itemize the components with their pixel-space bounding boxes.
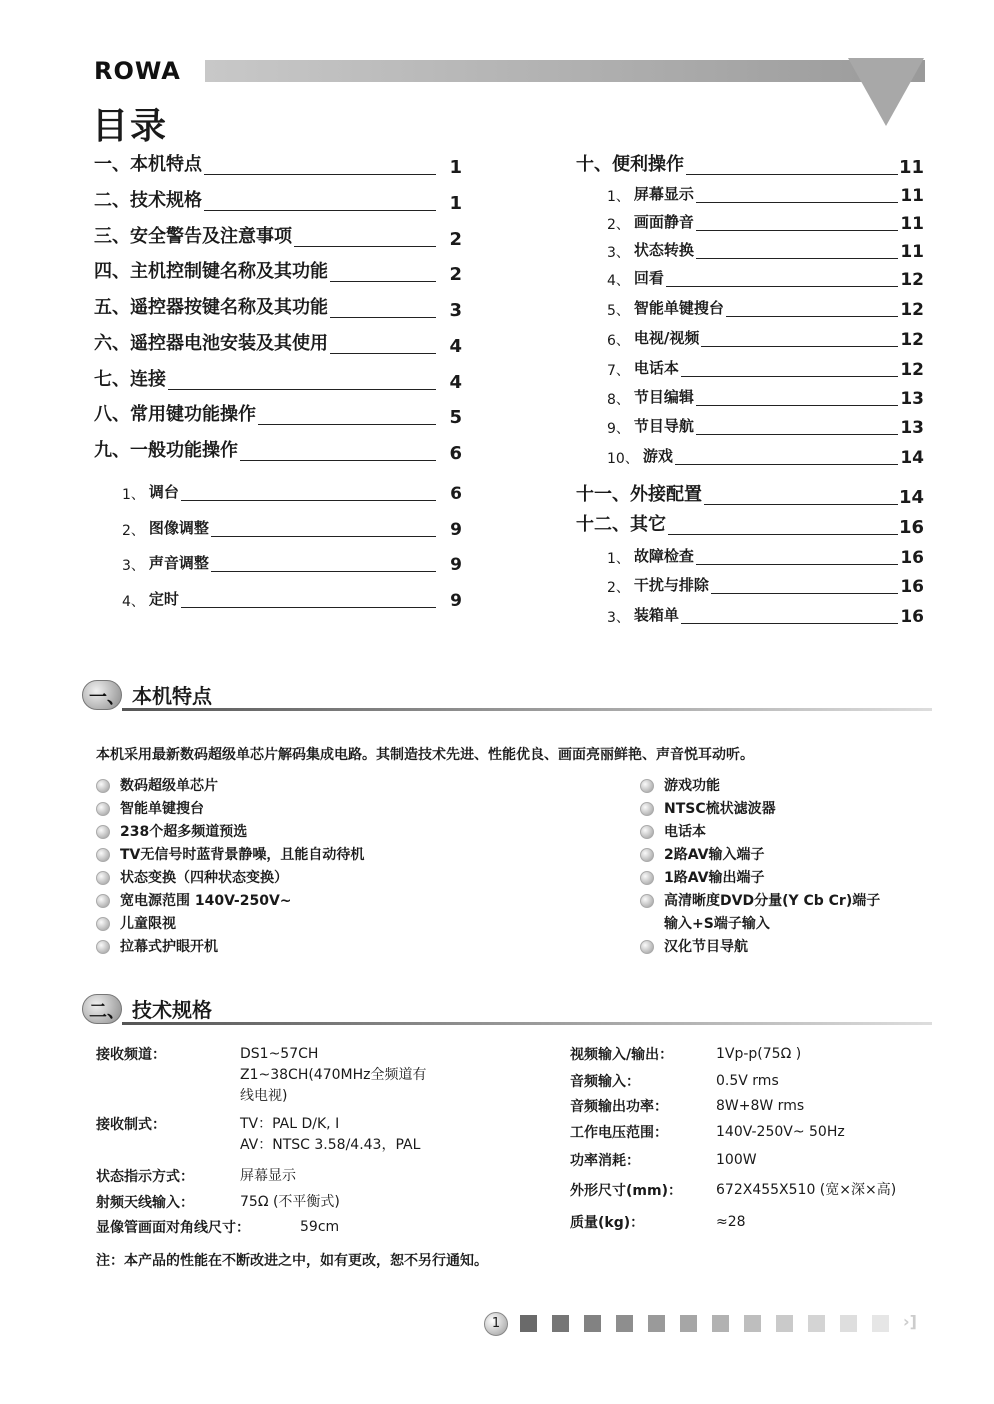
toc-leader-line (696, 564, 898, 565)
features-intro: 本机采用最新数码超级单芯片解码集成电路。其制造技术先进、性能优良、画面亮丽鲜艳、声音悦耳动听。 (96, 747, 754, 763)
spec-value (716, 1044, 801, 1065)
spec-value-line: 线电视) (240, 1088, 288, 1104)
spec-row (96, 1044, 427, 1104)
toc-leader-line (168, 389, 436, 390)
spec-row (96, 1114, 421, 1153)
toc-entry-label: 十一、外接配置 (576, 484, 702, 505)
toc-leader-line (681, 623, 898, 624)
feature-item (96, 845, 364, 868)
section-badge: 二、 (82, 994, 122, 1024)
spec-row (570, 1122, 845, 1142)
spec-value (716, 1212, 746, 1233)
spec-value-line: TV：PAL D/K, I (240, 1116, 340, 1132)
toc-entry[interactable] (607, 599, 924, 627)
bullet-icon (96, 848, 110, 862)
toc-entry[interactable] (607, 322, 924, 350)
footer-square (648, 1315, 665, 1332)
feature-text: 数码超级单芯片 (120, 778, 218, 794)
feature-item (96, 937, 364, 960)
toc-leader-line (330, 317, 436, 318)
feature-item (96, 891, 364, 914)
toc-entry-page: 13 (900, 389, 924, 409)
toc-leader-line (211, 571, 436, 572)
footer-arrow-icon: ›] (903, 1312, 917, 1331)
spec-value (716, 1071, 779, 1092)
toc-entry[interactable] (607, 569, 924, 597)
toc-entry-number: 5、 (607, 303, 630, 319)
toc-entry-number: 1、 (607, 551, 630, 567)
toc-entry-page: 11 (900, 242, 924, 262)
toc-entry-number: 4、 (607, 273, 630, 289)
toc-entry-number: 3、 (607, 610, 630, 626)
spec-row (570, 1150, 757, 1170)
footer-square (616, 1315, 633, 1332)
footer-square (520, 1315, 537, 1332)
toc-entry-page: 12 (900, 270, 924, 290)
toc-leader-line (181, 607, 436, 608)
toc-entry-label: 八、常用键功能操作 (94, 404, 256, 425)
toc-entry-page: 9 (450, 555, 462, 575)
toc-entry-page: 9 (450, 591, 462, 611)
toc-entry-page: 16 (898, 517, 924, 538)
toc-leader-line (686, 174, 898, 175)
toc-leader-line (681, 376, 898, 377)
footer-square (584, 1315, 601, 1332)
toc-entry[interactable] (607, 292, 924, 320)
toc-leader-line (701, 346, 898, 347)
feature-item (96, 822, 364, 845)
toc-entry-number: 2、 (122, 523, 145, 539)
toc-entry-label: 十、便利操作 (576, 154, 684, 175)
feature-text: 电话本 (664, 824, 706, 840)
feature-item (640, 937, 880, 960)
toc-leader-line (330, 353, 436, 354)
feature-item (640, 914, 880, 937)
feature-item (96, 799, 364, 822)
header-v-ornament (848, 58, 924, 126)
feature-text: 2路AV输入端子 (664, 847, 765, 863)
footer-square (808, 1315, 825, 1332)
toc-entry-label: 五、遥控器按键名称及其功能 (94, 297, 328, 318)
toc-entry-label: 声音调整 (148, 554, 209, 572)
toc-entry[interactable] (94, 257, 462, 285)
toc-entry-number: 1、 (607, 189, 630, 205)
bullet-icon (96, 802, 110, 816)
spec-value (240, 1114, 420, 1156)
toc-entry[interactable] (122, 583, 462, 611)
feature-item (96, 914, 364, 937)
toc-leader-line (726, 316, 898, 317)
bullet-icon (640, 825, 654, 839)
section-rule (122, 708, 932, 711)
toc-leader-line (696, 202, 898, 203)
feature-text: 汉化节目导航 (664, 939, 748, 955)
bullet-icon (96, 871, 110, 885)
feature-item (640, 845, 880, 868)
toc-leader-line (240, 460, 436, 461)
spec-value-line: 75Ω (不平衡式) (240, 1194, 340, 1210)
footer-square (840, 1315, 857, 1332)
feature-item (96, 776, 364, 799)
toc-leader-line (181, 500, 436, 501)
spec-key: 音频输入： (570, 1074, 640, 1090)
section-heading-specs (82, 992, 932, 1026)
toc-entry[interactable] (94, 329, 462, 357)
feature-text: 游戏功能 (664, 778, 720, 794)
toc-entry-label: 画面静音 (633, 213, 694, 231)
feature-text: NTSC梳状滤波器 (664, 801, 776, 817)
spec-value-line: 8W+8W rms (716, 1098, 805, 1114)
toc-entry[interactable] (122, 476, 462, 504)
bullet-icon (640, 779, 654, 793)
toc-entry-page: 4 (449, 336, 462, 357)
toc-leader-line (675, 464, 898, 465)
footer-square (776, 1315, 793, 1332)
spec-key: 音频输出功率： (570, 1099, 668, 1115)
footer-square (680, 1315, 697, 1332)
toc-entry[interactable] (576, 480, 924, 508)
toc-entry[interactable] (607, 410, 924, 438)
toc-entry-label: 九、一般功能操作 (94, 440, 238, 461)
bullet-icon (96, 940, 110, 954)
toc-entry-page: 16 (900, 548, 924, 568)
toc-entry-label: 回看 (633, 269, 664, 287)
feature-text: 拉幕式护眼开机 (120, 939, 218, 955)
toc-entry-page: 16 (900, 607, 924, 627)
spec-row (96, 1192, 340, 1212)
bullet-icon (640, 848, 654, 862)
bullet-icon (640, 802, 654, 816)
spec-value-line: 672X455X510 (宽×深×高) (716, 1182, 897, 1198)
toc-entry-page: 16 (900, 577, 924, 597)
toc-entry[interactable] (607, 540, 924, 568)
spec-row (570, 1212, 746, 1232)
features-list-left (96, 776, 364, 960)
toc-entry-number: 2、 (607, 580, 630, 596)
spec-value-line: 140V-250V~ 50Hz (716, 1124, 845, 1140)
toc-entry-label: 游戏 (642, 447, 673, 465)
toc-entry-label: 干扰与排除 (633, 576, 709, 594)
toc-entry-number: 10、 (607, 451, 639, 467)
toc-title: 目录 (92, 106, 169, 147)
toc-entry[interactable] (94, 186, 462, 214)
toc-entry-number: 7、 (607, 363, 630, 379)
bullet-icon (96, 917, 110, 931)
spec-value (716, 1180, 896, 1201)
toc-entry[interactable] (607, 262, 924, 290)
spec-key: 接收频道： (96, 1047, 166, 1063)
spec-key: 显像管画面对角线尺寸： (96, 1220, 250, 1236)
toc-entry[interactable] (94, 365, 462, 393)
spec-value-line: 0.5V rms (716, 1073, 779, 1089)
spec-key: 状态指示方式： (96, 1169, 194, 1185)
section-title: 本机特点 (132, 684, 212, 708)
toc-entry-label: 节目导航 (633, 417, 694, 435)
toc-entry-number: 1、 (122, 487, 145, 503)
spec-value-line: DS1~57CH (240, 1046, 319, 1062)
bullet-icon (96, 894, 110, 908)
toc-entry[interactable] (122, 512, 462, 540)
toc-entry-page: 12 (900, 300, 924, 320)
toc-entry-label: 一、本机特点 (94, 154, 202, 175)
toc-entry-page: 12 (900, 330, 924, 350)
toc-entry-label: 定时 (148, 590, 179, 608)
toc-leader-line (696, 230, 898, 231)
spec-value-line: 屏幕显示 (240, 1168, 296, 1184)
feature-text: 238个超多频道预选 (120, 824, 248, 840)
toc-entry[interactable] (607, 178, 924, 206)
toc-entry-label: 二、技术规格 (94, 190, 202, 211)
spec-value-line: 1Vp-p(75Ω ) (716, 1046, 802, 1062)
bullet-icon (640, 894, 654, 908)
spec-row (96, 1166, 296, 1186)
toc-leader-line (668, 534, 898, 535)
toc-leader-line (696, 405, 898, 406)
toc-entry-number: 2、 (607, 217, 630, 233)
toc-entry-page: 13 (900, 418, 924, 438)
spec-value-line: 59cm (300, 1219, 340, 1235)
toc-entry-label: 状态转换 (633, 241, 694, 259)
toc-entry-page: 12 (900, 360, 924, 380)
toc-entry-label: 七、连接 (94, 369, 166, 390)
toc-leader-line (204, 174, 436, 175)
toc-entry-label: 屏幕显示 (633, 185, 694, 203)
toc-entry[interactable] (607, 381, 924, 409)
feature-text: 儿童限视 (120, 916, 176, 932)
toc-entry-page: 2 (449, 264, 462, 285)
spec-row (570, 1180, 897, 1200)
toc-leader-line (211, 536, 436, 537)
toc-entry-number: 9、 (607, 421, 630, 437)
spec-key: 射频天线输入： (96, 1195, 194, 1211)
toc-entry-label: 图像调整 (148, 519, 209, 537)
bullet-icon (96, 779, 110, 793)
toc-entry[interactable] (607, 440, 924, 468)
toc-entry-label: 电话本 (633, 359, 679, 377)
specs-note: 注：本产品的性能在不断改进之中，如有更改，恕不另行通知。 (96, 1253, 488, 1269)
spec-value (716, 1122, 845, 1143)
bullet-icon (96, 825, 110, 839)
toc-entry[interactable] (94, 222, 462, 250)
spec-key: 外形尺寸(mm)： (570, 1183, 682, 1199)
feature-item (640, 822, 880, 845)
spec-value (240, 1192, 340, 1213)
feature-text: 高清晰度DVD分量(Y Cb Cr)端子 (664, 893, 881, 909)
rowa-logo: ROWA (94, 57, 181, 85)
spec-row (570, 1071, 779, 1091)
toc-leader-line (666, 286, 898, 287)
spec-value (300, 1217, 339, 1238)
feature-item (96, 868, 364, 891)
footer-square (552, 1315, 569, 1332)
toc-entry-label: 调台 (148, 483, 179, 501)
spec-value-line: ≈28 (716, 1214, 746, 1230)
toc-leader-line (330, 281, 436, 282)
section-heading-features (82, 678, 932, 712)
feature-text: 1路AV输出端子 (664, 870, 765, 886)
features-list-right (640, 776, 880, 960)
toc-entry-page: 3 (449, 300, 462, 321)
toc-entry-number: 8、 (607, 392, 630, 408)
toc-entry-page: 11 (900, 214, 924, 234)
toc-entry-label: 装箱单 (633, 606, 679, 624)
toc-entry[interactable] (607, 206, 924, 234)
toc-entry-label: 三、安全警告及注意事项 (94, 226, 292, 247)
toc-entry-number: 4、 (122, 594, 145, 610)
bullet-icon (640, 871, 654, 885)
toc-leader-line (704, 504, 898, 505)
toc-entry-label: 电视/视频 (633, 329, 700, 347)
toc-leader-line (294, 246, 436, 247)
toc-entry-label: 六、遥控器电池安装及其使用 (94, 333, 328, 354)
feature-text: 智能单键搜台 (120, 801, 204, 817)
spec-row (570, 1096, 805, 1116)
toc-entry-label: 节目编辑 (633, 388, 694, 406)
spec-key: 工作电压范围： (570, 1125, 668, 1141)
spec-row (96, 1217, 340, 1237)
spec-value (240, 1044, 426, 1107)
toc-entry[interactable] (94, 150, 462, 178)
toc-entry-page: 11 (898, 157, 924, 178)
feature-item (640, 868, 880, 891)
feature-text: 状态变换（四种状态变换） (120, 870, 288, 886)
feature-text: TV无信号时蓝背景静噪，且能自动待机 (120, 847, 365, 863)
toc-entry-page: 2 (449, 229, 462, 250)
spec-key: 视频输入/输出： (570, 1047, 674, 1063)
toc-entry-page: 9 (450, 520, 462, 540)
spec-value (716, 1096, 804, 1117)
toc-entry-label: 十二、其它 (576, 514, 666, 535)
spec-key: 功率消耗： (570, 1153, 640, 1169)
spec-value (716, 1150, 757, 1171)
spec-value-line: AV：NTSC 3.58/4.43，PAL (240, 1137, 421, 1153)
toc-entry-page: 6 (449, 443, 462, 464)
toc-entry-page: 14 (900, 448, 924, 468)
page-number: 1 (484, 1312, 508, 1336)
toc-entry[interactable] (94, 293, 462, 321)
footer-square (712, 1315, 729, 1332)
feature-item (640, 891, 880, 914)
spec-key: 接收制式： (96, 1117, 166, 1133)
toc-entry[interactable] (607, 234, 924, 262)
toc-entry-page: 6 (450, 484, 462, 504)
spec-key: 质量(kg)： (570, 1215, 645, 1231)
toc-entry[interactable] (94, 400, 462, 428)
spec-row (570, 1044, 802, 1064)
toc-entry[interactable] (576, 510, 924, 538)
toc-entry[interactable] (94, 436, 462, 464)
toc-entry-page: 1 (449, 193, 462, 214)
feature-text: 宽电源范围 140V-250V~ (120, 893, 292, 909)
toc-leader-line (711, 593, 898, 594)
section-badge: 一、 (82, 680, 122, 710)
toc-leader-line (204, 210, 436, 211)
toc-entry-page: 4 (449, 372, 462, 393)
spec-value-line: 100W (716, 1152, 757, 1168)
toc-leader-line (258, 424, 436, 425)
feature-item (640, 776, 880, 799)
feature-text: 输入+S端子输入 (664, 916, 770, 932)
section-rule (122, 1022, 932, 1025)
toc-entry[interactable] (607, 352, 924, 380)
footer-square (744, 1315, 761, 1332)
section-title: 技术规格 (132, 998, 212, 1022)
toc-leader-line (696, 258, 898, 259)
toc-entry-number: 3、 (607, 245, 630, 261)
toc-entry-number: 6、 (607, 333, 630, 349)
toc-entry-page: 1 (449, 157, 462, 178)
spec-value-line: Z1~38CH(470MHz全频道有 (240, 1067, 427, 1083)
toc-leader-line (696, 434, 898, 435)
header-band (205, 60, 925, 82)
toc-entry-page: 5 (449, 407, 462, 428)
spec-value (240, 1166, 296, 1187)
feature-item (640, 799, 880, 822)
toc-entry[interactable] (576, 150, 924, 178)
toc-entry-label: 智能单键搜台 (633, 299, 724, 317)
toc-entry-page: 14 (898, 487, 924, 508)
toc-entry-label: 四、主机控制键名称及其功能 (94, 261, 328, 282)
toc-entry-page: 11 (900, 186, 924, 206)
bullet-icon (640, 940, 654, 954)
toc-entry-number: 3、 (122, 558, 145, 574)
toc-entry-label: 故障检查 (633, 547, 694, 565)
toc-entry[interactable] (122, 547, 462, 575)
footer-square (872, 1315, 889, 1332)
